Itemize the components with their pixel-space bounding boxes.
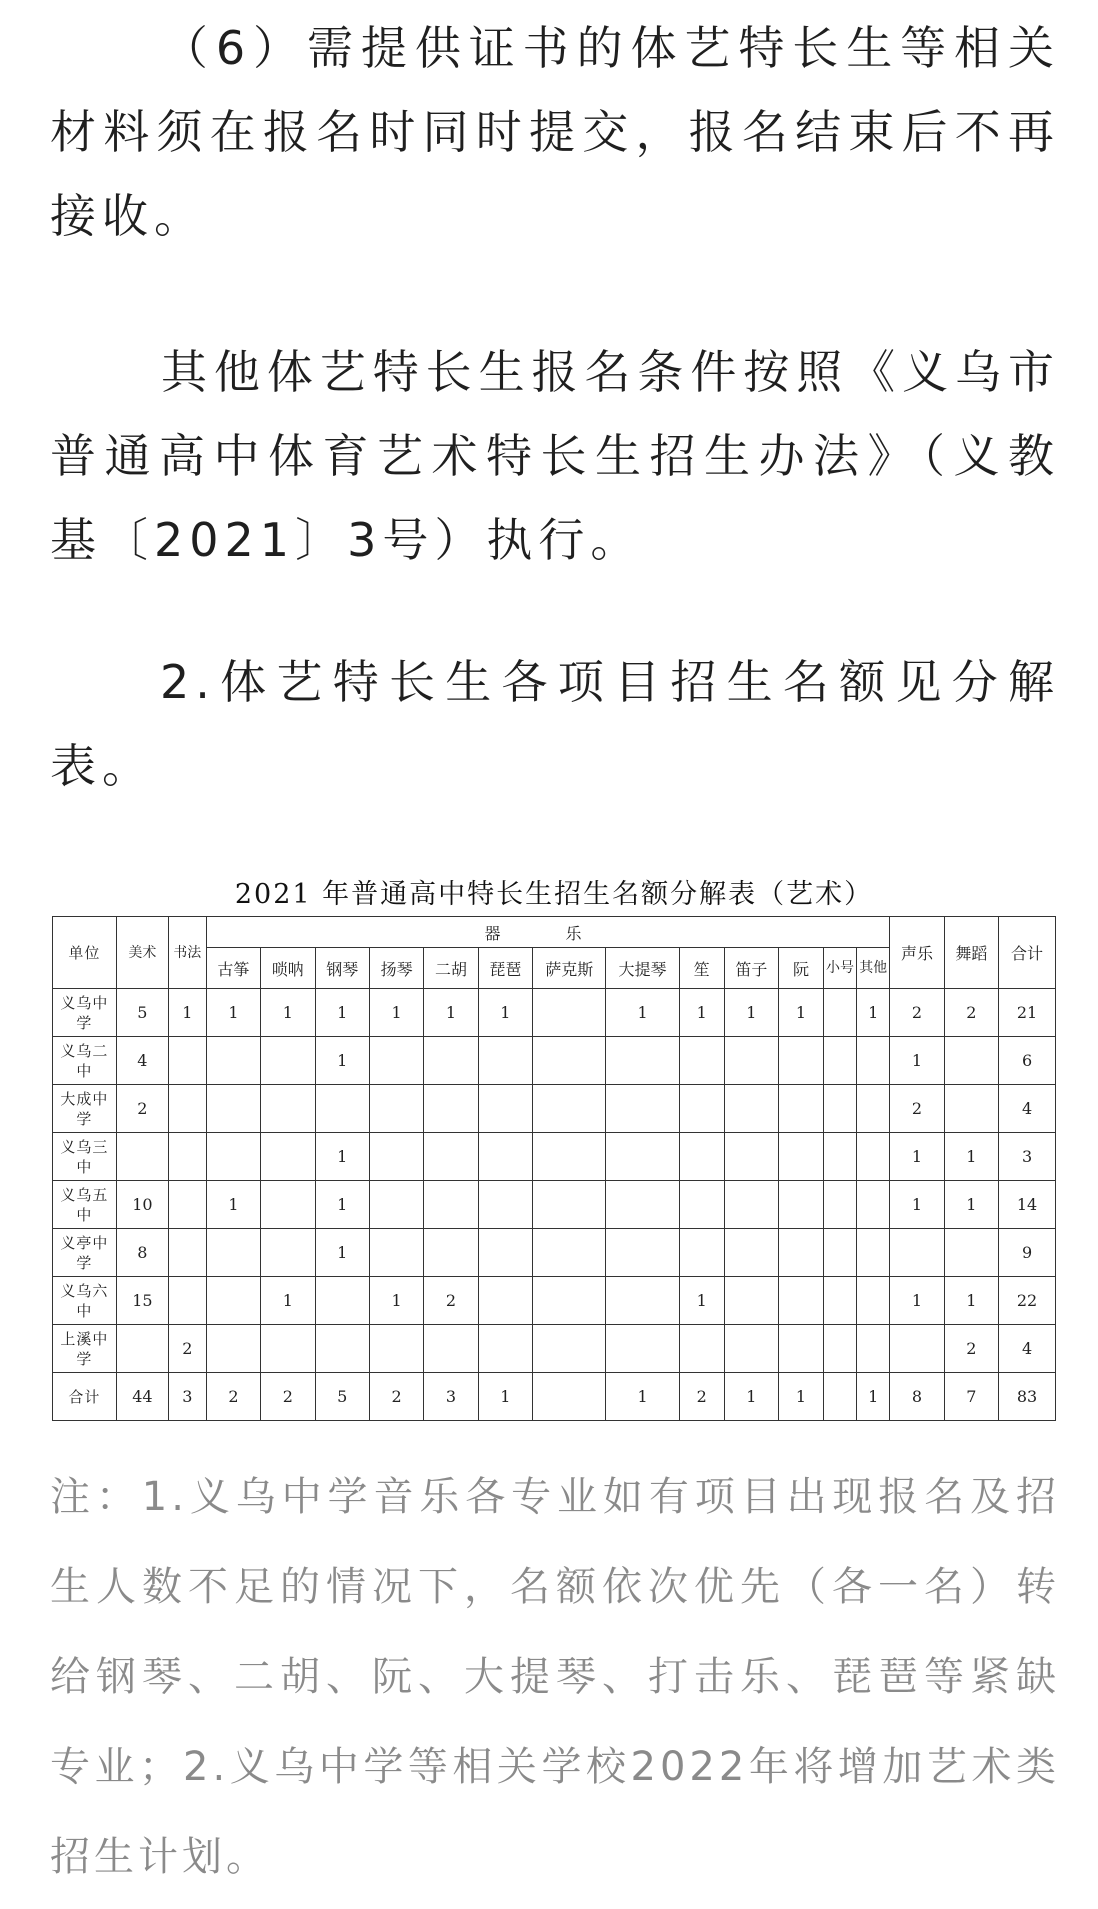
table-cell: 2 (944, 989, 998, 1037)
header-instrument: 萨克斯 (533, 948, 606, 989)
table-cell: 2 (424, 1277, 478, 1325)
paragraph-other-conditions (50, 330, 1060, 582)
table-cell: 1 (724, 1373, 778, 1421)
table-cell (890, 1229, 944, 1277)
table-cell (168, 1181, 206, 1229)
table-cell: 4 (116, 1037, 168, 1085)
table-cell: 44 (116, 1373, 168, 1421)
row-unit: 上溪中学 (53, 1325, 117, 1373)
table-cell: 1 (206, 1181, 260, 1229)
table-cell: 7 (944, 1373, 998, 1421)
table-cell: 1 (779, 1373, 824, 1421)
table-cell (779, 1037, 824, 1085)
table-cell: 1 (424, 989, 478, 1037)
table-cell: 1 (679, 1277, 724, 1325)
header-unit: 单位 (53, 917, 117, 989)
table-cell (206, 1037, 260, 1085)
table-cell (168, 1037, 206, 1085)
table-cell (168, 1133, 206, 1181)
table-row (53, 989, 1056, 1037)
table-cell (424, 1325, 478, 1373)
table-note: 注：1.义乌中学音乐各专业如有项目出现报名及招生人数不足的情况下，名额依次优先（各一名）转给钢琴、二胡、阮、大提琴、打击乐、琵琶等紧缺专业；2.义乌中学等相关学校2022年将增加艺术类招生计划。 (50, 1474, 1060, 1880)
header-instrument: 笛子 (724, 948, 778, 989)
table-cell (823, 1325, 856, 1373)
table-cell: 83 (999, 1373, 1056, 1421)
header-instrument: 琵琶 (478, 948, 532, 989)
header-instrument: 唢呐 (261, 948, 315, 989)
table-cell (679, 1325, 724, 1373)
table-cell: 2 (168, 1325, 206, 1373)
table-cell (679, 1133, 724, 1181)
table-cell (478, 1181, 532, 1229)
header-vocal: 声乐 (890, 917, 944, 989)
header-instrument: 钢琴 (315, 948, 369, 989)
table-row (53, 1133, 1056, 1181)
table-cell (424, 1229, 478, 1277)
table-cell (679, 1181, 724, 1229)
table-cell: 2 (206, 1373, 260, 1421)
table-row (53, 1277, 1056, 1325)
table-cell (779, 1277, 824, 1325)
table-cell (369, 1181, 423, 1229)
table-cell: 2 (944, 1325, 998, 1373)
table-cell: 8 (116, 1229, 168, 1277)
table-cell (315, 1085, 369, 1133)
table-cell (116, 1325, 168, 1373)
row-unit: 义乌二中 (53, 1037, 117, 1085)
header-dance: 舞蹈 (944, 917, 998, 989)
table-cell (823, 1373, 856, 1421)
table-cell (679, 1037, 724, 1085)
table-cell (779, 1133, 824, 1181)
row-unit: 义乌中学 (53, 989, 117, 1037)
table-cell: 1 (724, 989, 778, 1037)
table-cell: 1 (261, 989, 315, 1037)
row-unit: 大成中学 (53, 1085, 117, 1133)
row-unit: 合计 (53, 1373, 117, 1421)
table-cell: 4 (999, 1325, 1056, 1373)
table-cell (606, 1085, 679, 1133)
table-cell (679, 1085, 724, 1133)
paragraph-certificate-materials (50, 6, 1060, 258)
table-row (53, 1229, 1056, 1277)
table-cell: 1 (857, 989, 890, 1037)
table-row (53, 1373, 1056, 1421)
table-cell: 5 (315, 1373, 369, 1421)
table-cell: 22 (999, 1277, 1056, 1325)
table-cell: 1 (369, 1277, 423, 1325)
table-cell (261, 1325, 315, 1373)
table-cell (261, 1085, 315, 1133)
row-unit: 义乌三中 (53, 1133, 117, 1181)
table-cell (944, 1085, 998, 1133)
table-cell: 8 (890, 1373, 944, 1421)
table-cell (823, 1085, 856, 1133)
header-art: 美术 (116, 917, 168, 989)
row-unit: 义乌五中 (53, 1181, 117, 1229)
table-cell (779, 1325, 824, 1373)
table-cell (261, 1133, 315, 1181)
header-instrument: 古筝 (206, 948, 260, 989)
paragraph-text: 其他体艺特长生报名条件按照《义乌市普通高中体育艺术特长生招生办法》（义教基〔2021〕3号）执行。 (50, 345, 1060, 567)
table-cell (823, 1277, 856, 1325)
table-cell: 3 (424, 1373, 478, 1421)
table-cell (369, 1229, 423, 1277)
table-cell (424, 1133, 478, 1181)
header-instrument: 扬琴 (369, 948, 423, 989)
table-cell (533, 1373, 606, 1421)
table-cell: 1 (168, 989, 206, 1037)
table-cell (533, 1277, 606, 1325)
table-cell (944, 1037, 998, 1085)
table-cell: 2 (369, 1373, 423, 1421)
table-cell: 9 (999, 1229, 1056, 1277)
header-instrument: 阮 (779, 948, 824, 989)
table-cell (424, 1181, 478, 1229)
table-cell: 15 (116, 1277, 168, 1325)
table-cell: 5 (116, 989, 168, 1037)
table-cell (478, 1229, 532, 1277)
header-calligraphy: 书法 (168, 917, 206, 989)
table-cell: 1 (606, 1373, 679, 1421)
table-cell: 3 (168, 1373, 206, 1421)
table-cell: 6 (999, 1037, 1056, 1085)
table-cell (261, 1229, 315, 1277)
table-cell (823, 1229, 856, 1277)
table-cell (369, 1037, 423, 1085)
table-cell (206, 1277, 260, 1325)
table-cell: 21 (999, 989, 1056, 1037)
table-cell (206, 1325, 260, 1373)
table-row (53, 1181, 1056, 1229)
paragraph-text: 2.体艺特长生各项目招生名额见分解表。 (50, 655, 1060, 793)
table-cell: 1 (315, 989, 369, 1037)
table-cell: 1 (478, 989, 532, 1037)
quota-table-figure (48, 868, 1060, 1430)
table-cell: 1 (606, 989, 679, 1037)
table-cell (533, 1037, 606, 1085)
table-cell (533, 1181, 606, 1229)
table-row (53, 1085, 1056, 1133)
table-cell: 10 (116, 1181, 168, 1229)
table-cell (857, 1037, 890, 1085)
table-cell (315, 1277, 369, 1325)
table-cell (261, 1181, 315, 1229)
table-cell (724, 1181, 778, 1229)
table-cell: 1 (890, 1133, 944, 1181)
header-total: 合计 (999, 917, 1056, 989)
table-cell: 14 (999, 1181, 1056, 1229)
table-cell (369, 1085, 423, 1133)
table-body (53, 989, 1056, 1421)
table-cell: 4 (999, 1085, 1056, 1133)
table-cell (606, 1133, 679, 1181)
row-unit: 义亭中学 (53, 1229, 117, 1277)
table-cell (478, 1037, 532, 1085)
table-cell (606, 1277, 679, 1325)
table-cell (478, 1277, 532, 1325)
table-cell (606, 1181, 679, 1229)
table-cell (533, 1229, 606, 1277)
table-cell: 1 (890, 1181, 944, 1229)
table-cell: 2 (679, 1373, 724, 1421)
paragraph-quota-intro (50, 640, 1060, 808)
table-cell (478, 1325, 532, 1373)
table-cell: 1 (206, 989, 260, 1037)
table-cell: 1 (857, 1373, 890, 1421)
table-cell (168, 1085, 206, 1133)
table-cell (206, 1085, 260, 1133)
table-cell (315, 1325, 369, 1373)
table-row (53, 1037, 1056, 1085)
table-cell (724, 1229, 778, 1277)
table-cell: 1 (315, 1181, 369, 1229)
table-cell (857, 1133, 890, 1181)
table-cell (857, 1277, 890, 1325)
table-cell: 1 (315, 1037, 369, 1085)
table-cell (823, 1133, 856, 1181)
table-cell (533, 1325, 606, 1373)
table-cell (116, 1133, 168, 1181)
table-cell (533, 989, 606, 1037)
table-cell (206, 1229, 260, 1277)
table-cell: 1 (779, 989, 824, 1037)
table-cell: 2 (890, 1085, 944, 1133)
table-row (53, 1325, 1056, 1373)
table-cell (857, 1085, 890, 1133)
header-instrument: 大提琴 (606, 948, 679, 989)
table-cell (206, 1133, 260, 1181)
table-cell (779, 1229, 824, 1277)
table-cell: 1 (944, 1181, 998, 1229)
header-instrument: 其他 (857, 948, 890, 989)
header-instrument: 小号 (823, 948, 856, 989)
table-cell (779, 1085, 824, 1133)
table-cell (533, 1133, 606, 1181)
table-cell (724, 1085, 778, 1133)
table-cell (168, 1277, 206, 1325)
table-cell (823, 989, 856, 1037)
table-cell (724, 1325, 778, 1373)
table-cell: 1 (261, 1277, 315, 1325)
table-cell (724, 1277, 778, 1325)
table-cell (857, 1325, 890, 1373)
table-cell (606, 1325, 679, 1373)
table-cell (478, 1085, 532, 1133)
paragraph-text: （6）需提供证书的体艺特长生等相关材料须在报名时同时提交，报名结束后不再接收。 (50, 21, 1060, 243)
table-cell (369, 1325, 423, 1373)
table-cell (890, 1325, 944, 1373)
table-cell: 2 (890, 989, 944, 1037)
header-instrument: 二胡 (424, 948, 478, 989)
header-instrument: 笙 (679, 948, 724, 989)
table-cell: 1 (890, 1277, 944, 1325)
table-cell (424, 1085, 478, 1133)
table-cell (823, 1181, 856, 1229)
table-cell (857, 1229, 890, 1277)
table-cell: 1 (315, 1133, 369, 1181)
table-cell (424, 1037, 478, 1085)
table-cell (679, 1229, 724, 1277)
table-cell: 1 (679, 989, 724, 1037)
table-cell (168, 1229, 206, 1277)
table-cell: 3 (999, 1133, 1056, 1181)
table-cell (944, 1229, 998, 1277)
table-cell: 2 (116, 1085, 168, 1133)
table-cell (724, 1037, 778, 1085)
table-cell: 1 (944, 1133, 998, 1181)
quota-table (52, 916, 1056, 1421)
table-cell (478, 1133, 532, 1181)
table-cell: 1 (315, 1229, 369, 1277)
table-cell (823, 1037, 856, 1085)
table-cell (261, 1037, 315, 1085)
table-cell (533, 1085, 606, 1133)
table-cell (857, 1181, 890, 1229)
table-cell: 1 (944, 1277, 998, 1325)
table-cell: 1 (890, 1037, 944, 1085)
table-cell (606, 1229, 679, 1277)
table-cell (369, 1133, 423, 1181)
table-title: 2021 年普通高中特长生招生名额分解表（艺术） (234, 879, 874, 910)
header-instrumental-group: 器 乐 (206, 917, 890, 948)
table-cell: 1 (369, 989, 423, 1037)
table-cell: 1 (478, 1373, 532, 1421)
table-cell (606, 1037, 679, 1085)
table-cell (724, 1133, 778, 1181)
table-cell: 2 (261, 1373, 315, 1421)
table-cell (779, 1181, 824, 1229)
row-unit: 义乌六中 (53, 1277, 117, 1325)
